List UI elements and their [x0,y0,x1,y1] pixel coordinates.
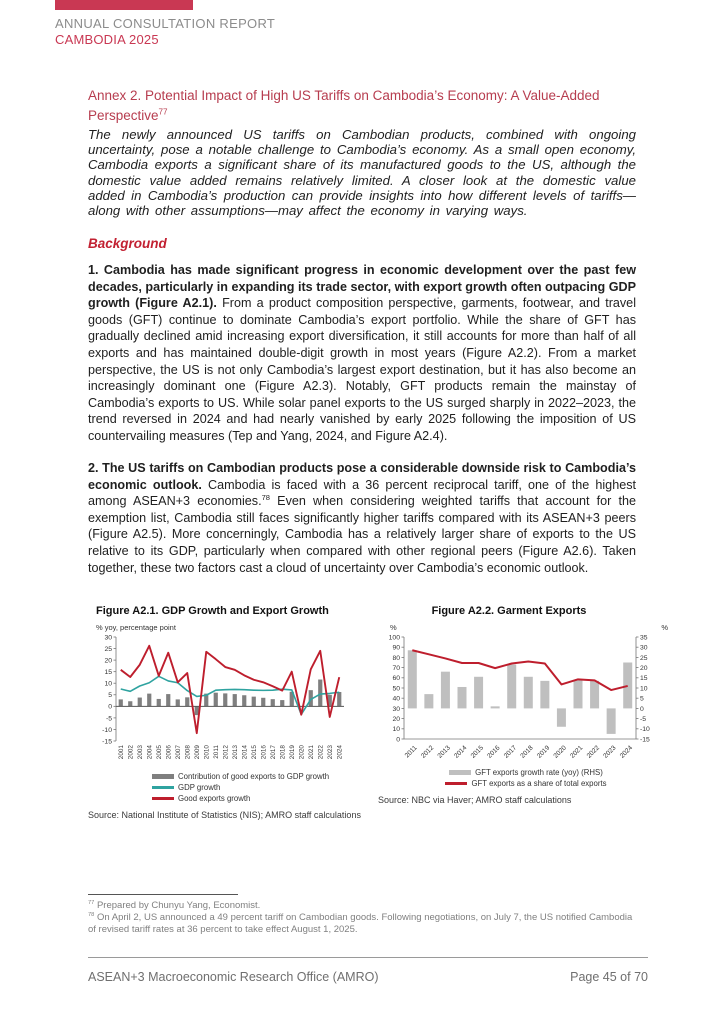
figure-a2-2-axis-units [390,623,668,632]
figure-a2-1-legend [152,772,366,803]
legend-bar-swatch [449,770,471,775]
figure-a2-1-title: Figure A2.1. GDP Growth and Export Growth [96,605,329,617]
svg-text:20: 20 [104,657,112,665]
intro-paragraph: The newly announced US tariffs on Cambodian products, combined with ongoing uncertainty, pose a notable challenge to Cambodia’s economy. As a small open economy, Cambodia exports a significant share of its manufactured goods to the US, although the domestic value added remains relatively limited. A closer look at the domestic value added in Cambodia’s production can provide insights into how different levels of tariffs—along with other assumptions—may affect the economy in varying ways. [88,127,636,219]
legend-label: Contribution of good exports to GDP growth [178,772,330,781]
svg-text:2014: 2014 [453,744,469,760]
svg-text:2011: 2011 [403,744,419,760]
svg-text:30: 30 [104,634,112,642]
svg-text:2016: 2016 [260,745,268,760]
footer-separator [88,957,648,958]
paragraph-2 [88,460,636,576]
paragraph-2-footnote-ref: 78 [261,493,270,502]
background-heading: Background [88,236,167,251]
paragraph-1-body: From a product composition perspective, garments, footwear, and travel goods (GFT) continue to dominate Cambodia’s export portfolio. While the share of GFT has gradually declined amid increasing export diversification, it still accounts for more than half of all exports and has maintained double-digit growth in most years (Figure A2.2). From a market perspective, the US is not only Cambodia’s largest export destination, but it has also become an increasingly dominant one (Figure A2.3). Notably, GFT products remain the mainstay of Cambodia’s exports to US. While solar panel exports to the US surged sharply in 2022–2023, the trend reversed in 2024 and had nearly vanished by early 2025 following the imposition of US countervailing measures (Tep and Yang, 2024, and Figure A2.4). [88,296,636,443]
svg-text:5: 5 [640,695,644,703]
svg-text:50: 50 [392,685,400,693]
svg-text:10: 10 [640,685,648,693]
svg-text:2007: 2007 [174,745,182,760]
svg-text:2020: 2020 [298,745,306,760]
figure-a2-2-source: Source: NBC via Haver; AMRO staff calculations [378,795,572,805]
svg-text:90: 90 [392,644,400,652]
svg-text:-5: -5 [105,715,112,723]
svg-text:80: 80 [392,654,400,662]
footer-org: ASEAN+3 Macroeconomic Research Office (AMRO) [88,970,379,984]
figure-a2-1-source: Source: National Institute of Statistics (NIS); AMRO staff calculations [88,810,361,820]
svg-text:0: 0 [396,736,400,744]
svg-text:0: 0 [640,705,644,713]
svg-text:2024: 2024 [618,744,635,760]
svg-text:2005: 2005 [155,745,163,760]
figure-a2-2-title: Figure A2.2. Garment Exports [431,605,587,617]
svg-text:2003: 2003 [136,745,144,760]
legend-line-swatch [445,782,467,784]
svg-text:5: 5 [108,692,112,700]
svg-text:40: 40 [392,695,400,703]
svg-text:2018: 2018 [279,745,287,760]
legend-line-swatch [152,797,174,799]
footer-page-number: Page 45 of 70 [570,970,648,984]
report-title: ANNUAL CONSULTATION REPORT [55,16,276,31]
footnotes [88,900,640,936]
legend-item [152,794,366,803]
svg-text:15: 15 [104,669,112,677]
svg-text:-15: -15 [640,736,650,744]
svg-text:30: 30 [640,644,648,652]
svg-text:35: 35 [640,634,648,642]
figure-a2-2 [378,605,674,805]
paragraph-2-body-2: Even when considering weighted tariffs that account for the exemption list, Cambodia still faces significantly higher tariffs compared with its ASEAN+3 peers (Figure A2.5). More concerningly, Cambodia has a relatively larger share of exports to the US relative to its GDP, particularly when compared with other regional peers (Figure A2.6). Taken together, these two factors cast a cloud of uncertainty over Cambodia’s economic outlook. [88,494,636,575]
footnote-78-text: On April 2, US announced a 49 percent tariff on Cambodian goods. Following negotiations, on July 7, the US notified Cambodia of revised tariff rates at 36 percent to take effect August 1, 2025. [88,912,633,936]
svg-text:60: 60 [392,675,400,683]
paragraph-1 [88,262,636,445]
svg-text:2019: 2019 [535,744,552,760]
svg-text:2024: 2024 [336,745,344,760]
footer [88,970,648,984]
svg-text:15: 15 [640,675,648,683]
legend-item [445,779,606,788]
svg-text:2013: 2013 [436,744,452,760]
legend-item [449,768,603,777]
footnote-77 [88,900,640,912]
svg-text:2020: 2020 [552,744,568,760]
footnote-78 [88,912,640,936]
svg-text:30: 30 [392,705,400,713]
svg-text:2023: 2023 [602,744,618,760]
svg-text:25: 25 [104,645,112,653]
figure-a2-1 [88,605,366,820]
svg-text:25: 25 [640,654,648,662]
svg-text:2015: 2015 [469,744,485,760]
svg-text:20: 20 [392,716,400,723]
legend-label: GFT exports growth rate (yoy) (RHS) [475,768,603,777]
svg-text:2012: 2012 [419,744,436,760]
svg-text:0: 0 [108,703,112,711]
footnote-77-text: Prepared by Chunyu Yang, Economist. [96,900,261,911]
svg-text:2021: 2021 [569,744,585,760]
legend-item [152,772,366,781]
svg-text:2004: 2004 [146,745,154,760]
footnote-78-ref: 78 [88,912,95,918]
svg-text:2021: 2021 [307,745,315,760]
svg-text:100: 100 [388,634,400,642]
svg-text:2022: 2022 [585,744,601,760]
left-axis-unit: % [390,623,397,632]
figure-a2-2-legend [378,768,674,788]
legend-label: GDP growth [178,783,221,792]
legend-bar-swatch [152,774,174,779]
annex-title [88,86,636,125]
svg-text:2017: 2017 [502,744,519,760]
svg-text:10: 10 [392,726,400,734]
svg-text:2019: 2019 [288,745,296,760]
svg-text:2006: 2006 [165,745,173,760]
svg-text:-15: -15 [102,738,112,746]
svg-text:-10: -10 [102,726,112,734]
legend-label: Good exports growth [178,794,251,803]
svg-text:2018: 2018 [519,744,535,760]
svg-text:2014: 2014 [241,745,249,760]
svg-text:20: 20 [640,665,648,672]
svg-text:2016: 2016 [486,744,502,760]
svg-text:-10: -10 [640,726,650,734]
svg-text:2010: 2010 [203,745,211,760]
right-axis-unit: % [661,623,668,632]
legend-line-swatch [152,786,174,788]
legend-label: GFT exports as a share of total exports [471,779,607,788]
svg-text:2022: 2022 [317,745,325,760]
paragraph-1-lead: 1. Cambodia has made significant progress in economic development over the past few decades, particularly in expanding its trade sector, with export growth often outpacing GDP growth (Figure A2.1). [88,263,636,311]
paragraph-2-body-1: Cambodia is faced with a 36 percent reciprocal tariff, one of the highest among ASEAN+3 economies. [88,477,636,509]
figure-a2-1-unit-label: % yoy, percentage point [96,623,176,632]
svg-text:2002: 2002 [127,745,135,760]
gdp-export-growth-chart [88,632,350,766]
svg-text:2023: 2023 [326,745,334,760]
svg-text:2001: 2001 [117,745,125,760]
svg-text:2008: 2008 [184,745,192,760]
svg-text:2009: 2009 [193,745,201,760]
brand-bar [55,0,193,10]
annex-title-text: Annex 2. Potential Impact of High US Tariffs on Cambodia’s Economy: A Value-Added Perspective [88,88,600,123]
svg-text:2012: 2012 [222,745,230,760]
svg-text:70: 70 [392,665,400,672]
footnote-77-ref: 77 [88,899,95,906]
garment-exports-chart [378,632,668,762]
footnote-separator [88,894,238,895]
svg-text:2015: 2015 [250,745,258,760]
svg-text:10: 10 [104,680,112,688]
legend-item [152,783,366,792]
svg-text:2011: 2011 [212,745,220,759]
paragraph-2-lead: 2. The US tariffs on Cambodian products pose a considerable downside risk to Cambodia’s economic outlook. [88,461,636,492]
annex-footnote-ref: 77 [158,107,168,117]
svg-text:2013: 2013 [231,745,239,760]
svg-text:-5: -5 [640,716,647,723]
report-subtitle: CAMBODIA 2025 [55,32,159,47]
svg-text:2017: 2017 [269,745,277,760]
